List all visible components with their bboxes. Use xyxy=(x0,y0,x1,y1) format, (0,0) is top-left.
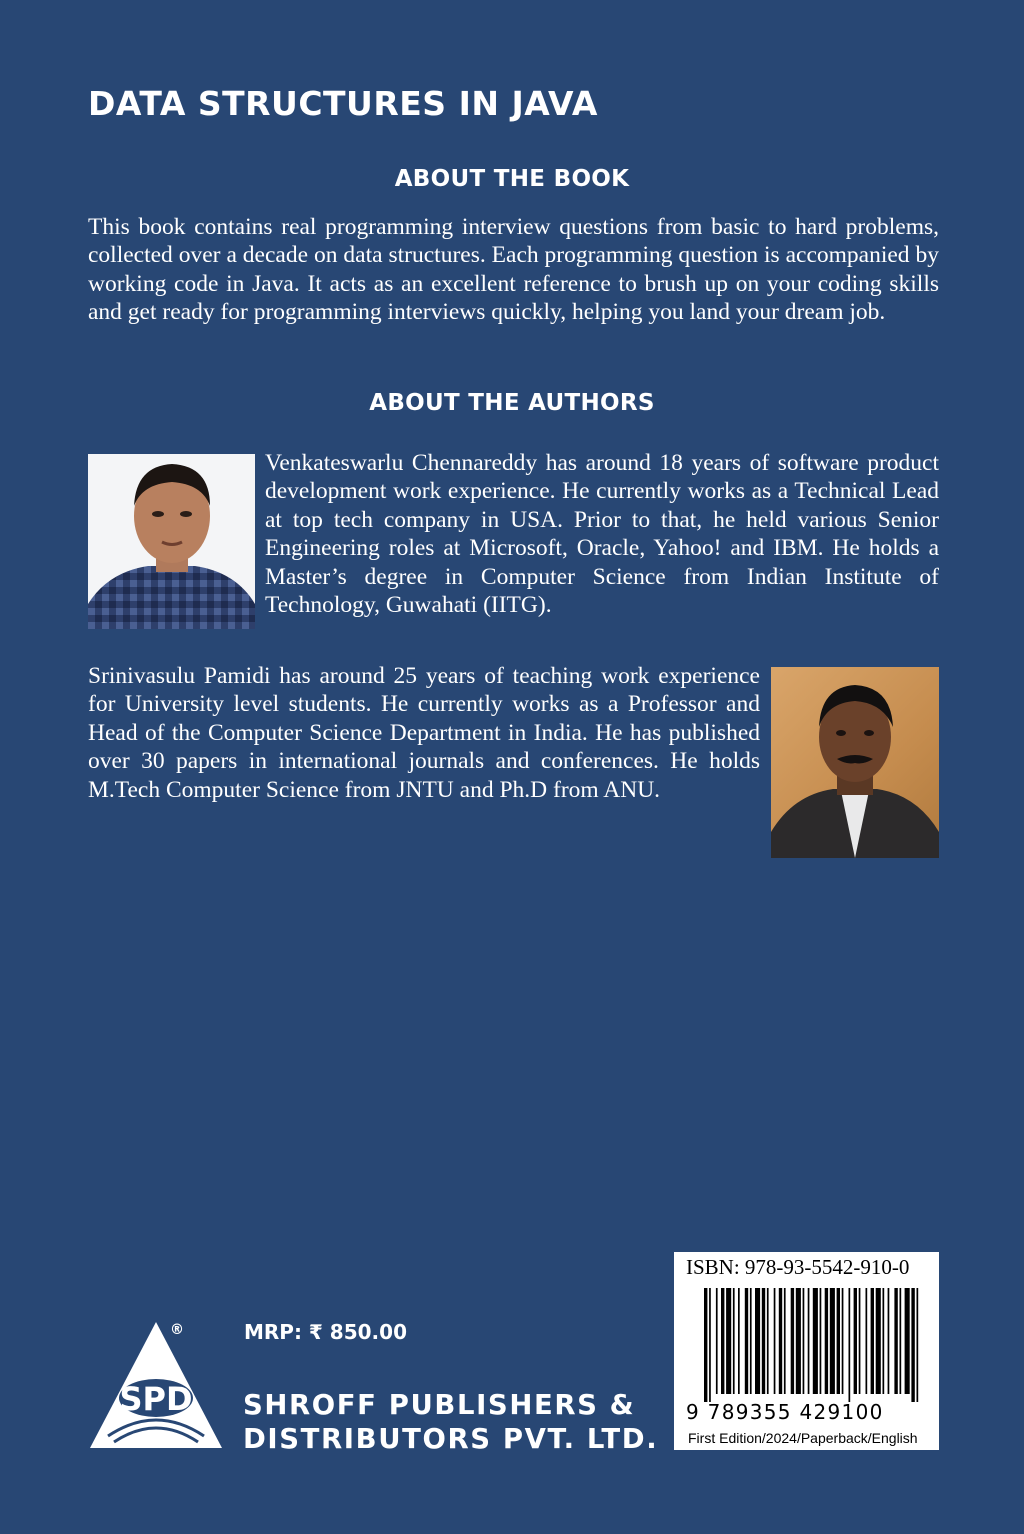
author-2-bio: Srinivasulu Pamidi has around 25 years of teaching work experience for University level students. He currently works as a Professor and Head of the Computer Science Department in India. He has published over 30 papers in international journals and conferences. He holds M.Tech Computer Science from JNTU and Ph.D from ANU. xyxy=(88,663,760,803)
publisher-name-line-1: SHROFF PUBLISHERS & xyxy=(243,1389,636,1421)
barcode-digits: 9 789355 429100 xyxy=(686,1400,884,1424)
spd-logo xyxy=(86,1318,226,1453)
about-authors-heading: ABOUT THE AUTHORS xyxy=(369,390,655,416)
about-book-heading: ABOUT THE BOOK xyxy=(394,166,630,192)
barcode-icon xyxy=(682,1286,930,1402)
author-1-photo xyxy=(88,454,255,629)
barcode-box xyxy=(674,1252,939,1450)
book-title: DATA STRUCTURES IN JAVA xyxy=(88,84,598,123)
registered-mark: ® xyxy=(170,1322,184,1338)
isbn-text: ISBN: 978-93-5542-910-0 xyxy=(686,1255,910,1279)
author-2-photo xyxy=(771,667,939,858)
spd-logo-text: SPD xyxy=(119,1380,193,1418)
about-book-text: This book contains real programming interview questions from basic to hard problems, collected over a decade on data structures. Each programming question is accompanied by working code in Java. It acts as an excellent reference to brush up on your coding skills and get ready for programming interviews quickly, helping you land your dream job. xyxy=(88,214,939,326)
publisher-name-line-2: DISTRIBUTORS PVT. LTD. xyxy=(243,1423,659,1455)
edition-text: First Edition/2024/Paperback/English xyxy=(688,1430,918,1446)
mrp-price: MRP: ₹ 850.00 xyxy=(244,1320,407,1344)
author-1-bio: Venkateswarlu Chennareddy has around 18 years of software product development work experience. He currently works as a Technical Lead at top tech company in USA. Prior to that, he held various Senior Engineering roles at Microsoft, Oracle, Yahoo! and IBM. He holds a Master’s degree in Computer Science from Indian Institute of Technology, Guwahati (IITG). xyxy=(265,450,939,619)
